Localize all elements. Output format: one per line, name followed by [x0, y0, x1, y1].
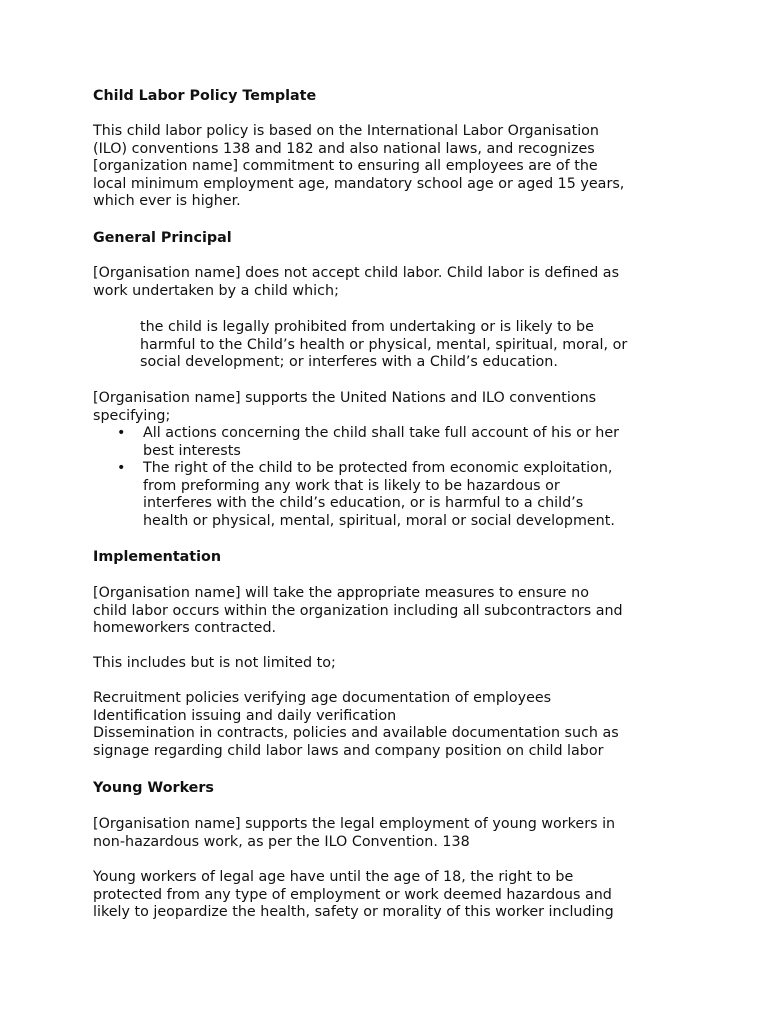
text-line: [organization name] commitment to ensuring all employees are of the: [93, 158, 598, 175]
text-line: This child labor policy is based on the International Labor Organisation: [93, 123, 599, 139]
text-line: homeworkers contracted.: [93, 620, 277, 637]
bullet-list: [93, 425, 713, 531]
intro-paragraph: [93, 123, 693, 211]
section-heading-implementation: [93, 549, 693, 567]
text-line: This includes but is not limited to;: [93, 655, 336, 671]
implementation-paragraph: [93, 585, 693, 638]
text-line: Identification issuing and daily verification: [93, 707, 397, 724]
text-line: work undertaken by a child which;: [93, 282, 339, 299]
text-line: local minimum employment age, mandatory school age or aged 15 years,: [93, 175, 625, 192]
list-item: [93, 460, 713, 530]
bullet-icon: •: [117, 460, 126, 477]
text-line: Young workers of legal age have until the age of 18, the right to be: [93, 869, 574, 885]
heading-text: Implementation: [93, 549, 222, 565]
supports-paragraph: [93, 390, 693, 425]
heading-text: Young Workers: [93, 780, 214, 796]
text-line: [Organisation name] supports the United Nations and ILO conventions: [93, 390, 597, 406]
text-line: The right of the child to be protected from economic exploitation,: [143, 460, 613, 477]
text-line: best interests: [143, 442, 241, 459]
text-line: specifying;: [93, 407, 171, 424]
heading-text: General Principal: [93, 230, 232, 246]
text-line: [Organisation name] will take the appropriate measures to ensure no: [93, 585, 589, 601]
section-heading-young-workers: [93, 780, 693, 798]
text-line: Recruitment policies verifying age documentation of employees: [93, 690, 552, 706]
text-line: interferes with the child’s education, or is harmful to a child’s: [143, 495, 584, 512]
text-line: [Organisation name] does not accept child labor. Child labor is defined as: [93, 265, 620, 281]
text-line: health or physical, mental, spiritual, moral or social development.: [143, 512, 615, 529]
text-line: harmful to the Child’s health or physical, mental, spiritual, moral, or: [140, 336, 628, 353]
text-line: protected from any type of employment or work deemed hazardous and: [93, 886, 612, 903]
text-line: from preforming any work that is likely to be hazardous or: [143, 477, 560, 494]
includes-line: [93, 655, 693, 673]
text-line: likely to jeopardize the health, safety or morality of this worker including: [93, 904, 614, 921]
text-line: (ILO) conventions 138 and 182 and also national laws, and recognizes: [93, 140, 595, 157]
text-line: child labor occurs within the organization including all subcontractors and: [93, 602, 623, 619]
list-item: [93, 425, 713, 460]
text-line: non-hazardous work, as per the ILO Convention. 138: [93, 833, 470, 850]
title-text: Child Labor Policy Template: [93, 88, 317, 104]
young-workers-paragraph-1: [93, 816, 693, 851]
young-workers-paragraph-2: [93, 869, 693, 922]
bullet-icon: •: [117, 425, 126, 441]
text-line: All actions concerning the child shall take full account of his or her: [143, 425, 620, 441]
text-line: [Organisation name] supports the legal employment of young workers in: [93, 816, 616, 832]
implementation-items: [93, 690, 693, 760]
text-line: social development; or interferes with a Child’s education.: [140, 354, 558, 371]
text-line: which ever is higher.: [93, 193, 241, 210]
text-line: Dissemination in contracts, policies and available documentation such as: [93, 725, 619, 742]
section-heading-general: [93, 230, 693, 248]
text-line: signage regarding child labor laws and company position on child labor: [93, 742, 604, 759]
general-paragraph: [93, 265, 693, 300]
document-title: [93, 88, 693, 106]
definition-quote: [140, 319, 740, 372]
text-line: the child is legally prohibited from undertaking or is likely to be: [140, 319, 594, 335]
